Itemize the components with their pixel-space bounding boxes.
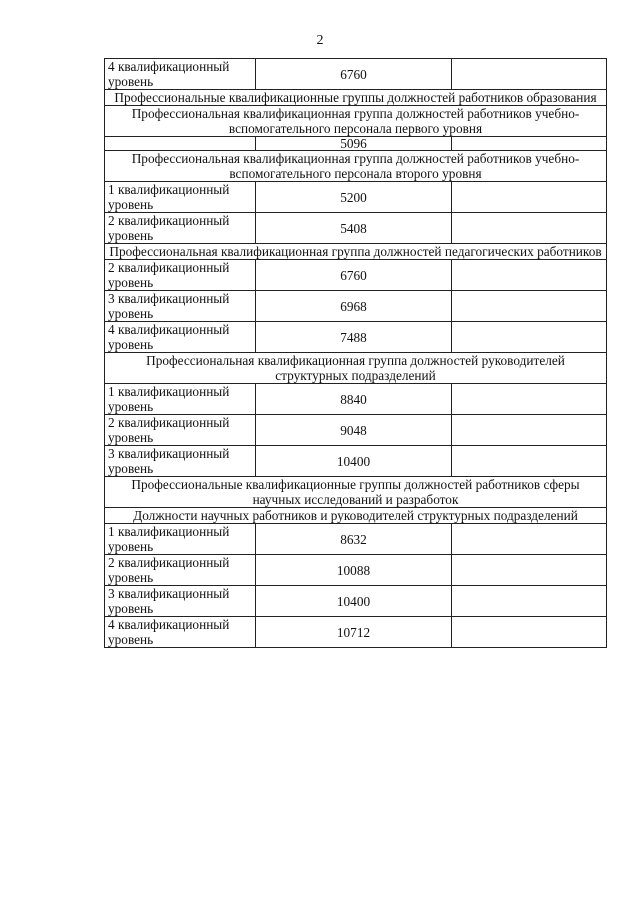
qualification-level-label: 3 квалификационный уровень: [105, 446, 256, 477]
empty-cell: [452, 555, 607, 586]
salary-table: [104, 58, 607, 648]
group-header-row: [105, 508, 607, 524]
empty-cell: [452, 586, 607, 617]
qualification-level-row: [105, 617, 607, 648]
qualification-level-label: 4 квалификационный уровень: [105, 59, 256, 90]
qualification-level-label: 2 квалификационный уровень: [105, 555, 256, 586]
qualification-level-row: [105, 415, 607, 446]
qualification-level-row: [105, 586, 607, 617]
salary-value: 5200: [256, 182, 452, 213]
group-header-row: [105, 244, 607, 260]
empty-cell: [452, 415, 607, 446]
salary-value: 8632: [256, 524, 452, 555]
salary-value: 5408: [256, 213, 452, 244]
group-header-row: [105, 353, 607, 384]
empty-cell: [452, 59, 607, 90]
salary-value: 6760: [256, 59, 452, 90]
salary-value: 6760: [256, 260, 452, 291]
salary-value: 10712: [256, 617, 452, 648]
qualification-level-row: [105, 384, 607, 415]
salary-value: 10088: [256, 555, 452, 586]
qualification-level-row: [105, 213, 607, 244]
group-header-row: [105, 90, 607, 106]
qualification-level-label: 1 квалификационный уровень: [105, 182, 256, 213]
group-header-text: Профессиональная квалификационная группа должностей работников учебно-вспомогательного персонала второго уровня: [105, 151, 607, 182]
group-header-text: Профессиональная квалификационная группа должностей руководителей структурных подразделений: [105, 353, 607, 384]
salary-value: 5096: [256, 137, 452, 151]
qualification-level-row: [105, 182, 607, 213]
group-header-row: [105, 106, 607, 137]
salary-value: 10400: [256, 586, 452, 617]
qualification-level-row: [105, 260, 607, 291]
salary-value: 9048: [256, 415, 452, 446]
group-header-text: Должности научных работников и руководителей структурных подразделений: [105, 508, 607, 524]
qualification-level-label: 4 квалификационный уровень: [105, 617, 256, 648]
qualification-level-label: 1 квалификационный уровень: [105, 384, 256, 415]
salary-value: 6968: [256, 291, 452, 322]
empty-cell: [452, 137, 607, 151]
empty-cell: [452, 182, 607, 213]
group-header-row: [105, 477, 607, 508]
qualification-level-row: [105, 137, 607, 151]
empty-cell: [452, 524, 607, 555]
empty-cell: [452, 384, 607, 415]
qualification-level-label: 2 квалификационный уровень: [105, 415, 256, 446]
qualification-level-label: 3 квалификационный уровень: [105, 291, 256, 322]
qualification-level-row: [105, 322, 607, 353]
qualification-level-label: 2 квалификационный уровень: [105, 213, 256, 244]
qualification-level-row: [105, 446, 607, 477]
qualification-level-label: [105, 137, 256, 151]
page-number: 2: [316, 33, 324, 48]
empty-cell: [452, 617, 607, 648]
empty-cell: [452, 446, 607, 477]
qualification-level-label: 1 квалификационный уровень: [105, 524, 256, 555]
group-header-row: [105, 151, 607, 182]
qualification-level-label: 3 квалификационный уровень: [105, 586, 256, 617]
salary-value: 7488: [256, 322, 452, 353]
qualification-level-row: [105, 555, 607, 586]
salary-table-body: [105, 59, 607, 648]
salary-value: 10400: [256, 446, 452, 477]
empty-cell: [452, 213, 607, 244]
group-header-text: Профессиональные квалификационные группы должностей работников сферы научных исследований и разработок: [105, 477, 607, 508]
empty-cell: [452, 322, 607, 353]
qualification-level-label: 4 квалификационный уровень: [105, 322, 256, 353]
group-header-text: Профессиональная квалификационная группа должностей педагогических работников: [105, 244, 607, 260]
group-header-text: Профессиональная квалификационная группа должностей работников учебно-вспомогательного персонала первого уровня: [105, 106, 607, 137]
salary-value: 8840: [256, 384, 452, 415]
qualification-level-row: [105, 59, 607, 90]
qualification-level-label: 2 квалификационный уровень: [105, 260, 256, 291]
empty-cell: [452, 260, 607, 291]
qualification-level-row: [105, 291, 607, 322]
group-header-text: Профессиональные квалификационные группы должностей работников образования: [105, 90, 607, 106]
empty-cell: [452, 291, 607, 322]
qualification-level-row: [105, 524, 607, 555]
